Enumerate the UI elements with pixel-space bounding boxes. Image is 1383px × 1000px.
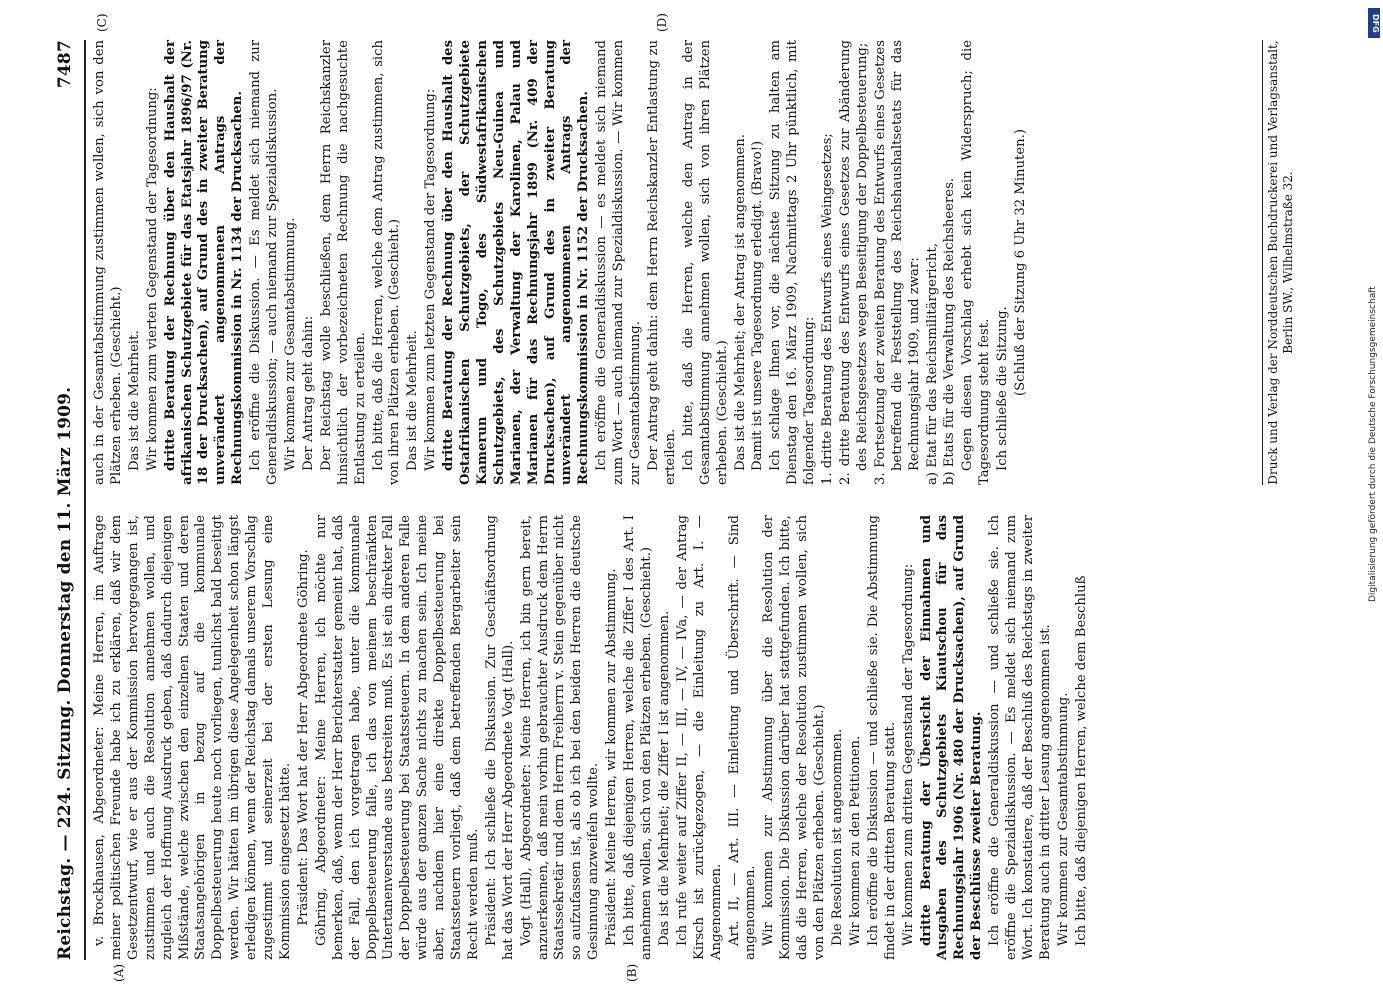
paragraph: Damit ist unsere Tagesordnung erledigt. (Bravo!)	[750, 140, 766, 471]
left-column	[92, 515, 1092, 960]
header-title: Reichstag. — 224. Sitzung. Donnerstag den 11. März 1909.	[55, 386, 75, 960]
page-number: 7487	[55, 40, 75, 89]
paragraph: Der Reichstag wolle beschließen, dem Herrn Reichskanzler hinsichtlich der vorbezeichneten Rechnung die nachgesuchte Entlastung zu erteilen.	[318, 40, 368, 485]
paragraph: Göhring, Abgeordneter: Meine Herren, ich möchte nur bemerken, daß, wenn der Herr Berichterstatter gemeint hat, daß der Fall, den ich vorgetragen habe, unter die kommunale Doppelbesteuerung falle, ich das von meinem beschränkten Untertanenverstande aus bestreiten muß. Es ist ein direkter Fall der Doppelbesteuerung bei Staatssteuern. In dem anderen Falle würde aus der ganzen Sache nichts zu machen sein. Ich meine aber, nachdem hier eine direkte Doppelbesteuerung bei Staatssteuern vorliegt, daß dem betreffenden Bergarbeiter sein Recht werden muß.	[313, 515, 481, 960]
footer-rule	[1262, 40, 1263, 485]
paragraph: Präsident: Ich schließe die Diskussion. Zur Geschäftsordnung hat das Wort der Herr Abgeordnete Vogt (Hall).	[483, 515, 516, 960]
paragraph: Ich eröffne die Generaldiskussion — und schließe sie. Ich eröffne die Spezialdiskussion. — Es meldet sich niemand zum Wort. Ich konstatiere, daß der Beschluß des Reichstags in zweiter Beratung auch in dritter Lesung angenommen ist.	[987, 515, 1053, 960]
margin-marker-b: (B)	[625, 963, 639, 982]
header-rule	[84, 40, 86, 960]
paragraph: Wir kommen zum vierten Gegenstand der Tagesordnung:	[144, 87, 160, 471]
paragraph: Ich bitte, daß die Herren, welche dem Antrag zustimmen, sich von ihren Plätzen erheben. (Geschieht.)	[370, 40, 403, 485]
paragraph: Art. II, — Art. III. — Einleitung und Überschrift. — Sind angenommen.	[726, 515, 759, 960]
margin-marker-d: (D)	[655, 13, 669, 32]
paragraph: auch in der Gesamtabstimmung zustimmen wollen, sich von den Plätzen erheben. (Geschieht.)	[92, 40, 124, 485]
agenda-list-item: 3. Fortsetzung der zweiten Beratung des Entwurfs eines Gesetzes betreffend die Feststellung des Reichshaushaltsetats für das Rechnungsjahr 1909, und zwar:	[872, 40, 922, 485]
paragraph: Ich bitte, daß diejenigen Herren, welche die Ziffer I des Art. I annehmen wollen, sich von den Plätzen erheben. (Geschieht.)	[622, 515, 654, 960]
paragraph: Ich schließe die Sitzung.	[995, 306, 1011, 471]
paragraph: Wir kommen zur Gesamtabstimmung.	[282, 217, 298, 471]
paragraph: Wir kommen zum dritten Gegenstand der Tagesordnung:	[900, 563, 916, 946]
paragraph: Gegen diesen Vorschlag erhebt sich kein Widerspruch; die Tagesordnung steht fest.	[960, 40, 993, 485]
paragraph: Vogt (Hall), Abgeordneter: Meine Herren, ich bin gern bereit, anzuerkennen, daß mein vorhin gebrauchter Ausdruck dem Herrn Staatssekretär und dem Herrn Freiherrn v. Stein gegenüber nicht so aufzufassen ist, als ob ich bei den beiden Herren die deutsche Gesinnung anzweifeln wollte.	[518, 515, 602, 960]
paragraph: v. Brockhausen, Abgeordneter: Meine Herren, im Auftrage meiner politischen Freunde habe ich zu erklären, daß wir dem Gesetzentwurf, wie er aus der Kommission hervorgegangen ist, zustimmen und auch die Resolution annehmen wollen, und zugleich der Hoffnung Ausdruck geben, daß dadurch diejenigen Mißstände, welche zwischen den einzelnen Staaten und deren Staatsangehörigen in bezug auf die kommunale Doppelbesteuerung heute noch vorliegen, tunlichst bald beseitigt werden. Wir hätten im übrigen diese Angelegenheit schon längst erledigen können, wenn der Reichstag damals unserem Vorschlag zugestimmt und seinerzeit bei der ersten Lesung eine Kommission eingesetzt hätte.	[92, 515, 293, 960]
dfg-logo: DFG	[1368, 8, 1380, 38]
paragraph: Das ist die Mehrheit.	[126, 330, 142, 471]
paragraph: Der Antrag geht dahin:	[300, 315, 316, 471]
page-header	[55, 40, 79, 960]
agenda-sub-item: b) Etats für die Verwaltung des Reichsheeres.	[942, 177, 958, 485]
paragraph: Präsident: Das Wort hat der Herr Abgeordnete Göhring.	[295, 549, 311, 926]
paragraph: Das ist die Mehrheit.	[405, 330, 421, 471]
paragraph: Der Antrag geht dahin: dem Herrn Reichskanzler Entlastung zu erteilen.	[646, 40, 678, 485]
paragraph: Wir kommen zu den Petitionen.	[847, 735, 863, 946]
printer-imprint: Druck und Verlag der Norddeutschen Buchdruckerei und Verlagsanstalt, Berlin SW., Wilhelmstraße 32.	[1266, 40, 1295, 485]
agenda-list-item: 1. dritte Beratung des Entwurfs eines Weingesetzes;	[820, 133, 836, 485]
paragraph: Das ist die Mehrheit; die Ziffer I ist angenommen.	[656, 610, 672, 946]
closing-note: (Schluß der Sitzung 6 Uhr 32 Minuten.)	[1013, 129, 1029, 396]
paragraph: Ich bitte, daß diejenigen Herren, welche dem Beschluß	[1073, 575, 1089, 946]
paragraph: Wir kommen zur Gesamtabstimmung.	[1055, 692, 1071, 946]
paragraph: Ich eröffne die Diskussion — und schließe sie. Die Abstimmung findet in der dritten Beratung statt.	[865, 515, 898, 960]
agenda-item: dritte Beratung der Rechnung über den Haushalt des Ostafrikanischen Schutzgebiets, der Schutzgebiete Kamerun und Togo, des Südwestafrikanischen Schutzgebiets, des Schutzgebiets Neu-Guinea und Marianen, der Verwaltung der Karolinen, Palau und Marianen für das Rechnungsjahr 1899 (Nr. 409 der Drucksachen), auf Grund des in zweiter Beratung unverändert angenommenen Antrags der Rechnungskommission in Nr. 1152 der Drucksachen.	[441, 40, 592, 485]
margin-marker-a: (A)	[112, 963, 126, 982]
right-column	[92, 40, 1031, 485]
paragraph: Das ist die Mehrheit; der Antrag ist angenommen.	[732, 134, 748, 471]
margin-marker-c: (C)	[95, 13, 109, 32]
paragraph: Ich schlage Ihnen vor, die nächste Sitzung zu halten am Dienstag den 16. März 1909, Nachmittags 2 Uhr pünktlich, mit folgender Tagesordnung:	[768, 40, 818, 485]
paragraph: Wir kommen zur Abstimmung über die Resolution der Kommission. Die Diskussion darüber hat stattgefunden. Ich bitte, daß die Herren, welche der Resolution zustimmen wollen, sich von den Plätzen erheben. (Geschieht.)	[761, 515, 828, 960]
paragraph: Wir kommen zum letzten Gegenstand der Tagesordnung:	[423, 88, 439, 471]
agenda-item: dritte Beratung der Rechnung über den Haushalt der afrikanischen Schutzgebiete für das Etatsjahr 1896/97 (Nr. 18 der Drucksachen), auf Grund des in zweiter Beratung unverändert angenommenen Antrags der Rechnungskommission in Nr. 1134 der Drucksachen.	[162, 40, 246, 485]
agenda-item: dritte Beratung der Übersicht der Einnahmen und Ausgaben des Schutzgebiets Kiautschou für das Rechnungsjahr 1906 (Nr. 480 der Drucksachen), auf Grund der Beschlüsse zweiter Beratung.	[918, 515, 985, 960]
paragraph: Ich bitte, daß die Herren, welche den Antrag in der Gesamtabstimmung annehmen wollen, sich von ihren Plätzen erheben. (Geschieht.)	[680, 40, 730, 485]
paragraph: Präsident: Meine Herren, wir kommen zur Abstimmung.	[604, 568, 620, 946]
paragraph: Ich rufe weiter auf Ziffer II, — III, — IV, — IVa, — der Antrag Kirsch ist zurückgezogen, — die Einleitung zu Art. I. — Angenommen.	[674, 515, 724, 960]
paragraph: Die Resolution ist angenommen.	[829, 728, 845, 946]
agenda-list-item: 2. dritte Beratung des Entwurfs eines Gesetzes zur Abänderung des Reichsgesetzes wegen Beseitigung der Doppelbesteuerung;	[837, 40, 870, 485]
paragraph: Ich eröffne die Generaldiskussion — es meldet sich niemand zum Wort — auch niemand zur Spezialdiskussion. — Wir kommen zur Gesamtabstimmung.	[594, 40, 644, 485]
agenda-sub-item: a) Etat für das Reichsmilitärgericht,	[924, 243, 940, 485]
digitization-note: Digitalisierung gefördert durch die Deutsche Forschungsgemeinschaft	[1368, 286, 1378, 602]
paragraph: Ich eröffne die Diskussion. — Es meldet sich niemand zur Generaldiskussion; — auch niemand zur Spezialdiskussion.	[248, 40, 281, 485]
